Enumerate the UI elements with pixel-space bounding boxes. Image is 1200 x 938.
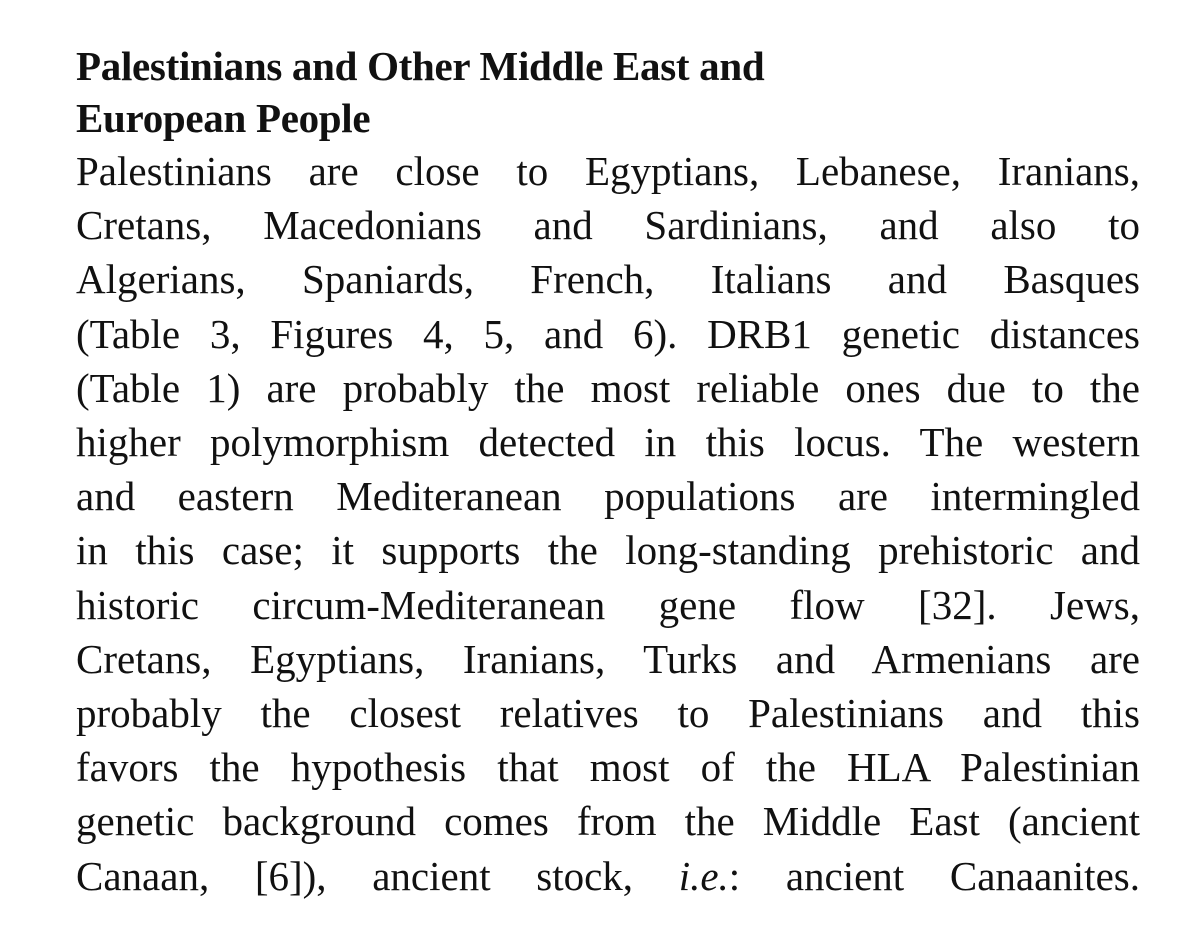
paragraph-last-line — [76, 849, 1140, 903]
paragraph-line: Cretans, Egyptians, Iranians, Turks and Armenians are — [76, 635, 1140, 682]
paragraph-line: and eastern Mediteranean populations are intermingled — [76, 473, 1140, 520]
heading-line: Palestinians and Other Middle East and — [76, 43, 765, 89]
body-paragraph — [76, 144, 1140, 903]
paragraph-line: Cretans, Macedonians and Sardinians, and also to — [76, 202, 1140, 249]
paragraph-line: genetic background comes from the Middle East (ancient — [76, 798, 1140, 845]
paragraph-line: in this case; it supports the long-standing prehistoric and — [76, 527, 1140, 574]
italic-abbreviation: i.e. — [678, 852, 729, 899]
paragraph-line: probably the closest relatives to Palestinians and this — [76, 690, 1140, 737]
paragraph-line: historic circum-Mediteranean gene flow [32]. Jews, — [76, 581, 1140, 628]
section-heading — [76, 40, 1140, 144]
paragraph-line: (Table 3, Figures 4, 5, and 6). DRB1 genetic distances — [76, 310, 1140, 357]
last-line-text: Canaan, [6]), ancient stock, — [76, 852, 679, 899]
last-line-text: : ancient Canaanites. — [728, 852, 1140, 899]
document-page — [76, 40, 1140, 903]
paragraph-line: Algerians, Spaniards, French, Italians and Basques — [76, 256, 1140, 303]
heading-line: European People — [76, 95, 371, 141]
paragraph-line: (Table 1) are probably the most reliable ones due to the — [76, 364, 1140, 411]
paragraph-line: favors the hypothesis that most of the HLA Palestinian — [76, 744, 1140, 791]
paragraph-line: higher polymorphism detected in this locus. The western — [76, 419, 1140, 466]
paragraph-line: Palestinians are close to Egyptians, Lebanese, Iranians, — [76, 148, 1140, 194]
